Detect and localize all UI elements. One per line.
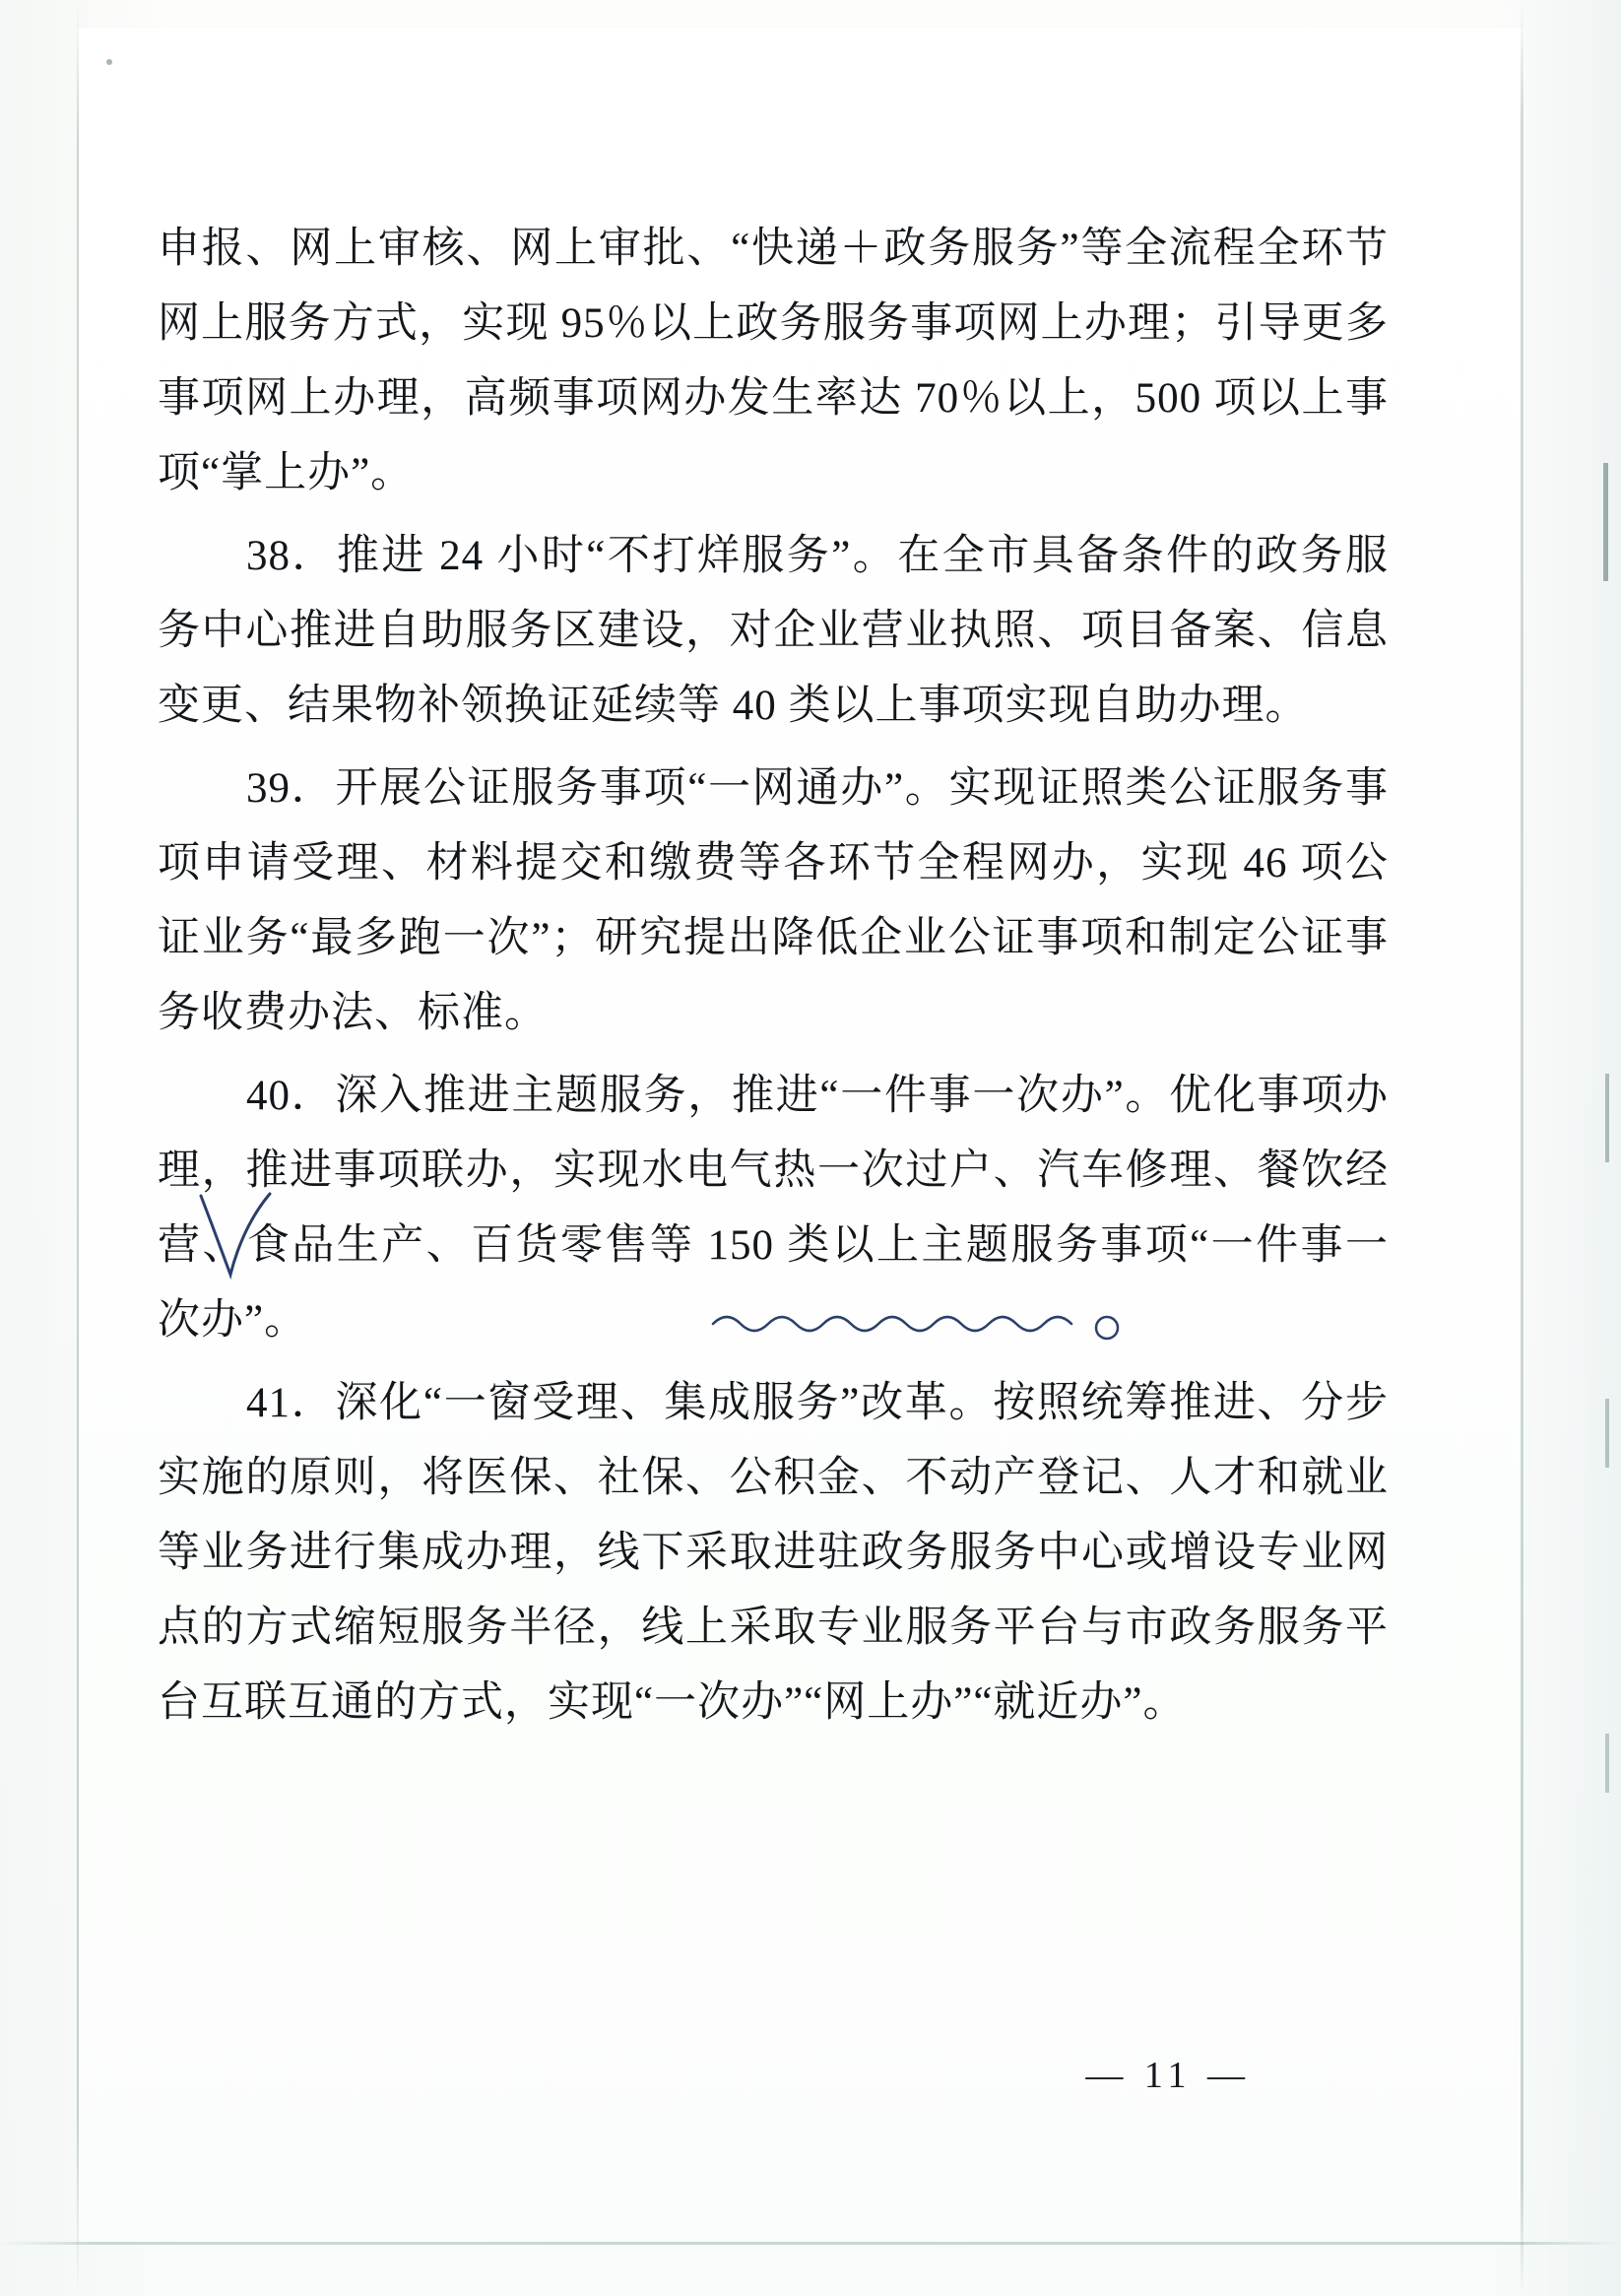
paragraph-item-40: 40．深入推进主题服务，推进“一件事一次办”。优化事项办理，推进事项联办，实现水电气热一次过户、汽车修理、餐饮经营、食品生产、百货零售等 150 类以上主题服务事项“一件事一次办”。 bbox=[158, 1073, 1389, 1344]
paragraph-continued: 申报、网上审核、网上审批、“快递＋政务服务”等全流程全环节网上服务方式，实现 95％以上政务服务事项网上办理；引导更多事项网上办理，高频事项网办发生率达 70％以上，500 项以上事项“掌上办”。 bbox=[158, 226, 1389, 496]
scan-edge-left bbox=[77, 0, 79, 2296]
scan-edge-right bbox=[1521, 0, 1524, 2296]
scan-artifact bbox=[1605, 1734, 1609, 1793]
scan-artifact bbox=[1605, 1074, 1609, 1162]
paragraph-item-41: 41．深化“一窗受理、集成服务”改革。按照统筹推进、分步实施的原则，将医保、社保、公积金、不动产登记、人才和就业等业务进行集成办理，线下采取进驻政务服务中心或增设专业网点的方式缩短服务半径，线上采取专业服务平台与市政务服务平台互联互通的方式，实现“一次办”“网上办”“就近办”。 bbox=[158, 1380, 1389, 1726]
scan-artifact bbox=[1605, 1399, 1609, 1468]
scan-speck bbox=[106, 59, 112, 65]
page-number: — 11 — bbox=[1085, 2055, 1251, 2096]
document-body bbox=[158, 212, 1389, 1748]
scan-artifact bbox=[1603, 463, 1608, 581]
paragraph-item-39: 39．开展公证服务事项“一网通办”。实现证照类公证服务事项申请受理、材料提交和缴费等各环节全程网办，实现 46 项公证业务“最多跑一次”；研究提出降低企业公证事项和制定公证事务收费办法、标准。 bbox=[158, 765, 1389, 1036]
scan-edge-bottom bbox=[0, 2242, 1621, 2245]
paragraph-item-38: 38．推进 24 小时“不打烊服务”。在全市具备条件的政务服务中心推进自助服务区建设，对企业营业执照、项目备案、信息变更、结果物补领换证延续等 40 类以上事项实现自助办理。 bbox=[158, 533, 1389, 729]
